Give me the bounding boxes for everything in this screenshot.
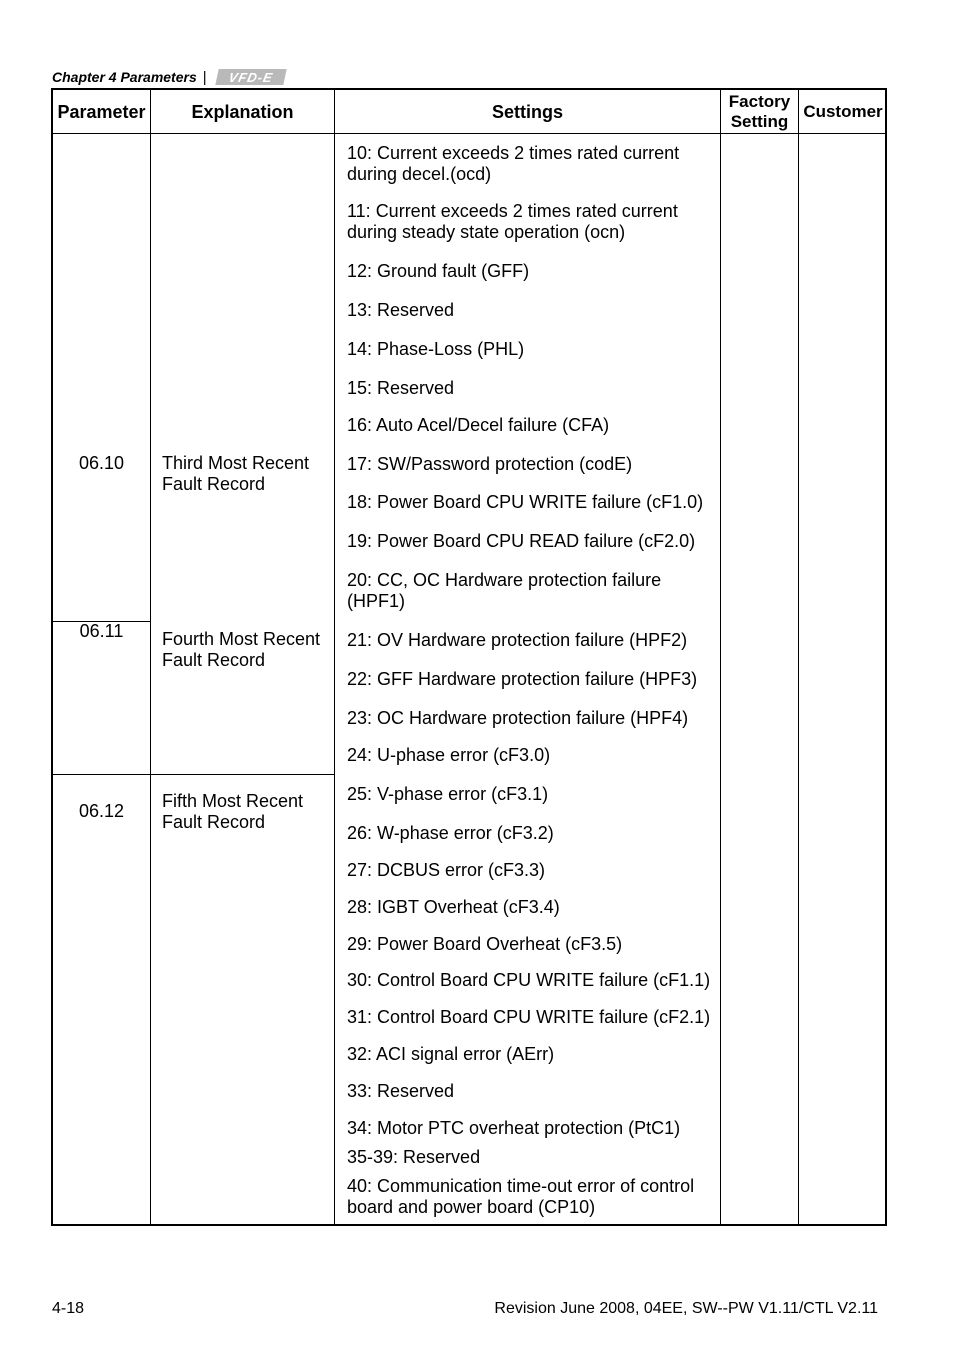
- setting-item: 16: Auto Acel/Decel failure (CFA): [347, 415, 610, 435]
- setting-item: 40: Communication time-out error of control board and power board (CP10): [347, 1176, 695, 1217]
- vfd-e-logo: VFD-E: [215, 69, 286, 85]
- revision-note: Revision June 2008, 04EE, SW--PW V1.11/CTL V2.11: [494, 1300, 878, 1317]
- setting-item: 30: Control Board CPU WRITE failure (cF1.1): [347, 970, 711, 990]
- column-header-customer: Customer: [803, 102, 883, 121]
- parameter-table: [51, 88, 887, 1226]
- parameter-explanation: Fourth Most Recent Fault Record: [162, 629, 321, 670]
- setting-item: 35-39: Reserved: [347, 1147, 481, 1167]
- setting-item: 24: U-phase error (cF3.0): [347, 745, 551, 765]
- setting-item: 23: OC Hardware protection failure (HPF4): [347, 708, 689, 728]
- setting-item: 17: SW/Password protection (codE): [347, 454, 633, 474]
- parameter-code: 06.10: [78, 453, 125, 473]
- parameter-code: 06.12: [78, 801, 125, 821]
- setting-item: 25: V-phase error (cF3.1): [347, 784, 549, 804]
- setting-item: 27: DCBUS error (cF3.3): [347, 860, 546, 880]
- column-header-explanation: Explanation: [191, 102, 294, 122]
- column-header-settings: Settings: [491, 102, 563, 122]
- setting-item: 32: ACI signal error (AErr): [347, 1044, 555, 1064]
- setting-item: 34: Motor PTC overheat protection (PtC1): [347, 1118, 681, 1138]
- setting-item: 13: Reserved: [347, 300, 455, 320]
- setting-item: 28: IGBT Overheat (cF3.4): [347, 897, 560, 917]
- setting-item: 29: Power Board Overheat (cF3.5): [347, 934, 623, 954]
- parameter-explanation: Third Most Recent Fault Record: [162, 453, 310, 494]
- parameter-explanation: Fifth Most Recent Fault Record: [162, 791, 304, 832]
- setting-item: 15: Reserved: [347, 378, 455, 398]
- setting-item: 26: W-phase error (cF3.2): [347, 823, 554, 843]
- setting-item: 19: Power Board CPU READ failure (cF2.0): [347, 531, 696, 551]
- header-separator: |: [202, 68, 207, 86]
- page-number: 4-18: [52, 1300, 85, 1317]
- parameter-code: 06.11: [79, 621, 124, 641]
- setting-item: 11: Current exceeds 2 times rated current during steady state operation (ocn): [347, 201, 678, 242]
- setting-item: 31: Control Board CPU WRITE failure (cF2.1): [347, 1007, 711, 1027]
- setting-item: 33: Reserved: [347, 1081, 455, 1101]
- page-header: [52, 68, 285, 86]
- setting-item: 12: Ground fault (GFF): [347, 261, 530, 281]
- setting-item: 22: GFF Hardware protection failure (HPF3): [347, 669, 698, 689]
- column-header-factory-setting: Factory Setting: [728, 92, 791, 131]
- setting-item: 14: Phase-Loss (PHL): [347, 339, 525, 359]
- setting-item: 21: OV Hardware protection failure (HPF2): [347, 630, 688, 650]
- setting-item: 10: Current exceeds 2 times rated current during decel.(ocd): [347, 143, 680, 184]
- setting-item: 20: CC, OC Hardware protection failure (HPF1): [347, 570, 662, 611]
- column-header-parameter: Parameter: [57, 102, 146, 122]
- setting-item: 18: Power Board CPU WRITE failure (cF1.0): [347, 492, 704, 512]
- chapter-title: Chapter 4 Parameters: [52, 69, 197, 85]
